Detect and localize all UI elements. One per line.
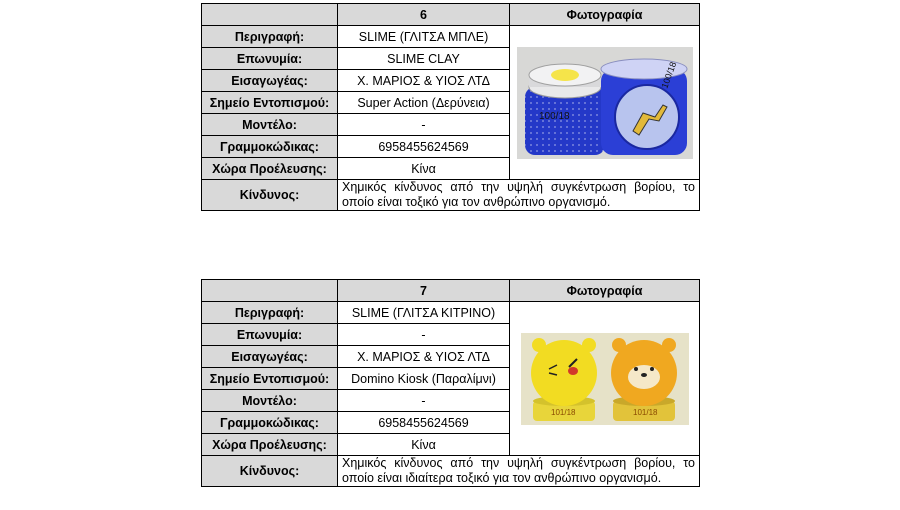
photo-header: Φωτογραφία (510, 280, 700, 302)
field-value-location: Super Action (Δερύνεια) (338, 92, 510, 114)
header-empty-cell (202, 280, 338, 302)
header-empty-cell (202, 4, 338, 26)
field-value-barcode: 6958455624569 (338, 412, 510, 434)
field-value-danger: Χημικός κίνδυνος από την υψηλή συγκέντρωση βορίου, το οποίο είναι ιδιαίτερα τοξικό για τον ανθρώπινο οργανισμό. (338, 456, 700, 487)
product-table-6 (201, 3, 700, 211)
field-label-importer: Εισαγωγέας: (202, 346, 338, 368)
field-label-danger: Κίνδυνος: (202, 456, 338, 487)
field-label-location: Σημείο Εντοπισμού: (202, 368, 338, 390)
field-label-danger: Κίνδυνος: (202, 180, 338, 211)
product-number: 6 (338, 4, 510, 26)
field-value-location: Domino Kiosk (Παραλίμνι) (338, 368, 510, 390)
photo-cell (510, 26, 700, 180)
field-label-description: Περιγραφή: (202, 302, 338, 324)
product-photo-blue-slime (517, 47, 693, 159)
field-value-barcode: 6958455624569 (338, 136, 510, 158)
field-value-origin: Κίνα (338, 158, 510, 180)
field-value-brand: SLIME CLAY (338, 48, 510, 70)
field-label-description: Περιγραφή: (202, 26, 338, 48)
field-label-model: Μοντέλο: (202, 390, 338, 412)
field-value-origin: Κίνα (338, 434, 510, 456)
field-value-description: SLIME (ΓΛΙΤΣΑ ΜΠΛΕ) (338, 26, 510, 48)
product-table-7 (201, 279, 700, 487)
field-label-origin: Χώρα Προέλευσης: (202, 158, 338, 180)
field-value-danger: Χημικός κίνδυνος από την υψηλή συγκέντρωση βορίου, το οποίο είναι τοξικό για τον ανθρώπινο οργανισμό. (338, 180, 700, 211)
field-label-brand: Επωνυμία: (202, 324, 338, 346)
field-value-brand: - (338, 324, 510, 346)
field-value-description: SLIME (ΓΛΙΤΣΑ ΚΙΤΡΙΝΟ) (338, 302, 510, 324)
field-label-model: Μοντέλο: (202, 114, 338, 136)
photo-cell (510, 302, 700, 456)
field-label-barcode: Γραμμοκώδικας: (202, 412, 338, 434)
field-label-brand: Επωνυμία: (202, 48, 338, 70)
svg-text:101/18: 101/18 (632, 407, 657, 417)
svg-text:100/18: 100/18 (658, 59, 678, 90)
field-value-model: - (338, 114, 510, 136)
product-number: 7 (338, 280, 510, 302)
field-value-model: - (338, 390, 510, 412)
field-label-location: Σημείο Εντοπισμού: (202, 92, 338, 114)
field-label-origin: Χώρα Προέλευσης: (202, 434, 338, 456)
photo-marking: 101/18 (550, 407, 575, 417)
photo-header: Φωτογραφία (510, 4, 700, 26)
product-photo-yellow-slime (521, 333, 689, 425)
field-label-importer: Εισαγωγέας: (202, 70, 338, 92)
photo-marking: 100/18 (538, 110, 570, 122)
field-label-barcode: Γραμμοκώδικας: (202, 136, 338, 158)
field-value-importer: Χ. ΜΑΡΙΟΣ & ΥΙΟΣ ΛΤΔ (338, 346, 510, 368)
field-value-importer: Χ. ΜΑΡΙΟΣ & ΥΙΟΣ ΛΤΔ (338, 70, 510, 92)
